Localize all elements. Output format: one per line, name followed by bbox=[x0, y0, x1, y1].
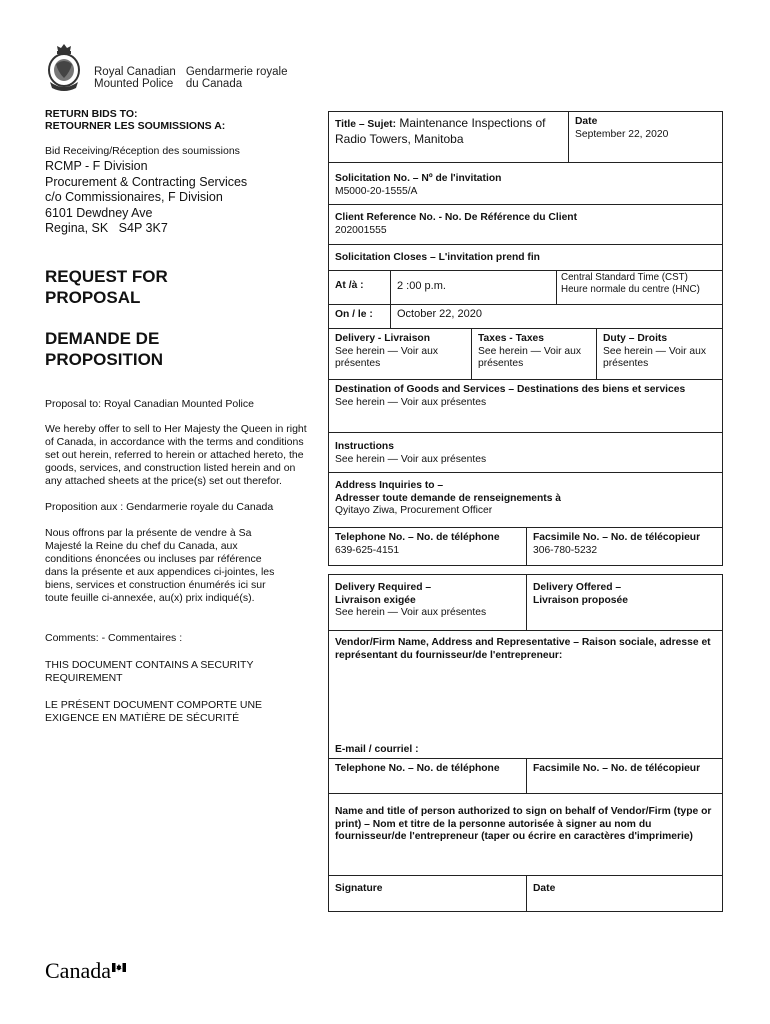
destination-value: See herein — Voir aux présentes bbox=[335, 396, 487, 408]
offer-fr: Nous offrons par la présente de vendre à Sa Majesté la Reine du chef du Canada, aux conditions énoncées ou incluses par référence dans la présente et aux appendices ci-jointes, les biens, services et construction énumérés ici sur toute feuille ci-annexée, au(x) prix indiqué(s). bbox=[45, 526, 275, 604]
delivery-required-cell bbox=[329, 575, 527, 630]
at-label: At /à : bbox=[335, 280, 364, 291]
delivery-req-value: See herein — Voir aux présentes bbox=[335, 607, 487, 618]
signature-cell[interactable] bbox=[329, 876, 527, 911]
vendor-tel-cell[interactable] bbox=[329, 759, 527, 793]
bid-form bbox=[328, 111, 723, 912]
email-label: E-mail / courriel : bbox=[335, 744, 419, 755]
on-value-cell bbox=[391, 305, 722, 328]
return-address bbox=[45, 159, 310, 236]
duty-cell bbox=[597, 329, 722, 379]
date-label: Date bbox=[575, 116, 598, 127]
vendor-fax-label: Facsimile No. – No. de télécopieur bbox=[533, 763, 701, 774]
security-en: THIS DOCUMENT CONTAINS A SECURITY REQUIREMENT bbox=[45, 658, 254, 684]
delivery-off-label2: Livraison proposée bbox=[533, 594, 628, 606]
return-bids-fr: RETOURNER LES SOUMISSIONS A: bbox=[45, 120, 226, 132]
address-line: Procurement & Contracting Services bbox=[45, 174, 248, 189]
left-column bbox=[45, 108, 310, 725]
dept-fr-line2: du Canada bbox=[185, 78, 243, 90]
vendor-fax-cell[interactable] bbox=[527, 759, 722, 793]
solicitation-cell bbox=[329, 163, 722, 205]
taxes-cell bbox=[472, 329, 597, 379]
fax-value: 306-780-5232 bbox=[533, 544, 598, 556]
dp-title-line2: PROPOSITION bbox=[45, 349, 164, 369]
sig-date-label: Date bbox=[533, 883, 556, 894]
address-line: RCMP - F Division bbox=[45, 159, 148, 173]
at-value: 2 :00 p.m. bbox=[397, 280, 446, 292]
security-fr: LE PRÉSENT DOCUMENT COMPORTE UNE EXIGENCE EN MATIÈRE DE SÉCURITÉ bbox=[45, 698, 263, 724]
destination-cell bbox=[329, 380, 722, 433]
rcmp-header bbox=[44, 42, 294, 92]
taxes-value: See herein — Voir aux présentes bbox=[478, 345, 582, 369]
delivery-label: Delivery - Livraison bbox=[335, 333, 430, 344]
authorized-label: Name and title of person authorized to sign on behalf of Vendor/Firm (type or print) – Nom et titre de la personne autorisée à signer au nom du fournisseur/de l'entrepreneur (taper ou écrire en caractères d'imprimerie) bbox=[335, 806, 712, 842]
tel-value: 639-625-4151 bbox=[335, 544, 400, 556]
delivery-req-label1: Delivery Required – bbox=[335, 582, 432, 593]
tel-cell bbox=[329, 528, 527, 565]
vendor-cell[interactable] bbox=[329, 631, 722, 744]
delivery-req-label2: Livraison exigée bbox=[335, 594, 416, 606]
email-cell[interactable] bbox=[329, 744, 722, 759]
on-label: On / le : bbox=[335, 309, 373, 320]
fax-label: Facsimile No. – No. de télécopieur bbox=[533, 532, 701, 543]
duty-label: Duty – Droits bbox=[603, 333, 668, 344]
bid-receiving: Bid Receiving/Réception des soumissions bbox=[45, 145, 240, 157]
at-label-cell bbox=[329, 271, 391, 304]
closes-label: Solicitation Closes – L'invitation prend fin bbox=[335, 252, 540, 263]
address-line: Regina, SK S4P 3K7 bbox=[45, 221, 168, 235]
address-line: 6101 Dewdney Ave bbox=[45, 205, 153, 220]
title-label: Title – Sujet: bbox=[335, 119, 397, 130]
wordmark-text: Canada bbox=[45, 958, 111, 983]
delivery-cell bbox=[329, 329, 472, 379]
title-cell bbox=[329, 112, 569, 162]
client-ref-label: Client Reference No. - No. De Référence du Client bbox=[335, 212, 578, 223]
taxes-label: Taxes - Taxes bbox=[478, 333, 545, 344]
rfp-title-line1: REQUEST FOR bbox=[45, 266, 168, 286]
inquiries-label2: Adresser toute demande de renseignements à bbox=[335, 492, 562, 504]
on-label-cell bbox=[329, 305, 391, 328]
client-ref-cell bbox=[329, 205, 722, 245]
dept-en-line1: Royal Canadian bbox=[94, 66, 176, 78]
closes-cell bbox=[329, 245, 722, 271]
dp-title-line1: DEMANDE DE bbox=[45, 328, 160, 348]
instructions-cell bbox=[329, 433, 722, 473]
inquiries-label1: Address Inquiries to – bbox=[335, 480, 444, 491]
title-value: Maintenance Inspections of Radio Towers, Manitoba bbox=[335, 116, 546, 146]
delivery-off-label1: Delivery Offered – bbox=[533, 582, 622, 593]
inquiries-cell bbox=[329, 473, 722, 528]
rfp-title-line2: PROPOSAL bbox=[45, 287, 141, 307]
solicitation-label: Solicitation No. – Nº de l'invitation bbox=[335, 173, 502, 184]
tel-label: Telephone No. – No. de téléphone bbox=[335, 532, 500, 543]
department-name bbox=[94, 66, 287, 90]
dp-title bbox=[45, 328, 310, 370]
delivery-value: See herein — Voir aux présentes bbox=[335, 345, 439, 369]
destination-label: Destination of Goods and Services – Destinations des biens et services bbox=[335, 384, 686, 395]
comments: Comments: - Commentaires : bbox=[45, 631, 183, 644]
solicitation-value: M5000-20-1555/A bbox=[335, 185, 418, 197]
canada-wordmark bbox=[45, 958, 126, 984]
vendor-tel-label: Telephone No. – No. de téléphone bbox=[335, 763, 500, 774]
inquiries-value: Qyitayo Ziwa, Procurement Officer bbox=[335, 505, 493, 516]
signature-label: Signature bbox=[335, 883, 383, 894]
date-cell bbox=[569, 112, 722, 162]
rcmp-crest-icon bbox=[44, 42, 84, 92]
proposal-to: Proposal to: Royal Canadian Mounted Police bbox=[45, 397, 254, 410]
delivery-offered-cell[interactable] bbox=[527, 575, 722, 630]
tz-en: Central Standard Time (CST) bbox=[561, 272, 688, 283]
proposition-aux: Proposition aux : Gendarmerie royale du Canada bbox=[45, 500, 274, 513]
vendor-block bbox=[328, 574, 723, 912]
rfp-title bbox=[45, 266, 310, 308]
delivery-block bbox=[328, 328, 723, 566]
address-line: c/o Commissionaires, F Division bbox=[45, 190, 223, 204]
on-value: October 22, 2020 bbox=[397, 308, 483, 320]
offer-en: We hereby offer to sell to Her Majesty the Queen in right of Canada, in accordance with the terms and conditions set out herein, referred to herein or attached hereto, the goods, services, and construction listed herein and on any attached sheets at the price(s) set out therefor. bbox=[45, 422, 307, 487]
client-ref-value: 202001555 bbox=[335, 224, 387, 236]
instructions-value: See herein — Voir aux présentes bbox=[335, 453, 487, 465]
canada-flag-icon bbox=[112, 963, 126, 972]
date-value: September 22, 2020 bbox=[575, 128, 669, 140]
duty-value: See herein — Voir aux présentes bbox=[603, 345, 707, 369]
tz-fr: Heure normale du centre (HNC) bbox=[561, 284, 700, 295]
timezone-cell bbox=[557, 271, 722, 304]
dept-en-line2: Mounted Police bbox=[94, 78, 174, 90]
instructions-label: Instructions bbox=[335, 441, 394, 452]
dept-fr-line1: Gendarmerie royale bbox=[185, 66, 288, 78]
solicitation-block bbox=[328, 111, 723, 329]
sig-date-cell[interactable] bbox=[527, 876, 722, 911]
return-bids-en: RETURN BIDS TO: bbox=[45, 108, 138, 120]
at-value-cell bbox=[391, 271, 557, 304]
fax-cell bbox=[527, 528, 722, 565]
authorized-cell[interactable] bbox=[329, 794, 722, 876]
vendor-label: Vendor/Firm Name, Address and Representative – Raison sociale, adresse et représentant du fournisseur/de l'entrepreneur: bbox=[335, 637, 711, 661]
